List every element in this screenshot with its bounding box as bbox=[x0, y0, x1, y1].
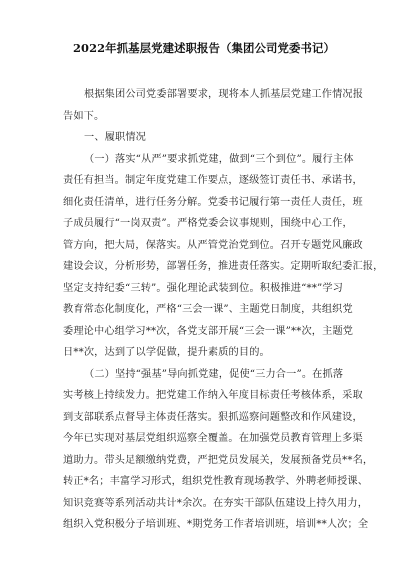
paragraph-line: 管方向，把大局，保落实。从严管党治党到位。召开专题党风廉政 bbox=[63, 239, 363, 251]
paragraph-line: 细化责任清单，进行任务分解。党委书记履行第一责任人责任，班 bbox=[63, 196, 363, 208]
paragraph-line: 委理论中心组学习**次，各党支部开展“三会一课”**次，主题党 bbox=[63, 325, 354, 337]
document-title: 2022年抓基层党建述职报告（集团公司党委书记） bbox=[73, 41, 335, 55]
paragraph-line: 教育常态化制度化，严格“三会一课”、主题党日制度，共组织党 bbox=[63, 304, 353, 315]
section-heading: 一、履职情况 bbox=[84, 132, 147, 143]
paragraph-line: 转正*名；丰富学习形式，组织党性教育现场教学、外聘老师授课、 bbox=[63, 476, 369, 487]
paragraph-line: 子成员履行“一岗双责”。严格党委会议事规则，围绕中心工作， bbox=[63, 218, 353, 229]
paragraph-line: 告如下。 bbox=[63, 110, 105, 122]
paragraph-line: 知识竞赛等系列活动共计*余次。在夯实干部队伍建设上持久用力， bbox=[63, 497, 369, 509]
paragraph-line: 责任有担当。制定年度党建工作要点，逐级签订责任书、承诺书， bbox=[63, 175, 363, 186]
paragraph-line: 到支部联系点督导主体责任落实。狠抓巡察问题整改和作风建设， bbox=[63, 411, 363, 423]
paragraph-line: 日**次，达到了以学促做，提升素质的目的。 bbox=[63, 347, 270, 358]
paragraph-line: （一）落实“从严”要求抓党建，做到“三个到位”。履行主体 bbox=[84, 153, 354, 165]
paragraph-line: 根据集团公司党委部署要求，现将本人抓基层党建工作情况报 bbox=[84, 89, 364, 100]
document-body bbox=[63, 84, 384, 536]
paragraph-line: 今年已实现对基层党组织巡察全覆盖。在加强党员教育管理上多渠 bbox=[63, 433, 363, 444]
paragraph-line: 实考核上持续发力。把党建工作纳入年度目标责任考核体系，采取 bbox=[63, 390, 363, 401]
paragraph-line: 建设会议，分析形势，部署任务，推进责任落实。定期听取纪委汇报， bbox=[63, 261, 384, 272]
paragraph-line: 坚定支持纪委“三转”。强化理论武装到位。积极推进“**”学习 bbox=[63, 282, 344, 294]
paragraph-line: （二）坚持“强基”导向抓党建，促使“三力合一”。在抓落 bbox=[84, 368, 344, 380]
paragraph-line: 组织入党积极分子培训班、*期党务工作者培训班，培训**人次；全 bbox=[63, 519, 369, 530]
paragraph-line: 道助力。带头足额缴纳党费，严把党员发展关，发展预备党员**名， bbox=[63, 454, 374, 466]
